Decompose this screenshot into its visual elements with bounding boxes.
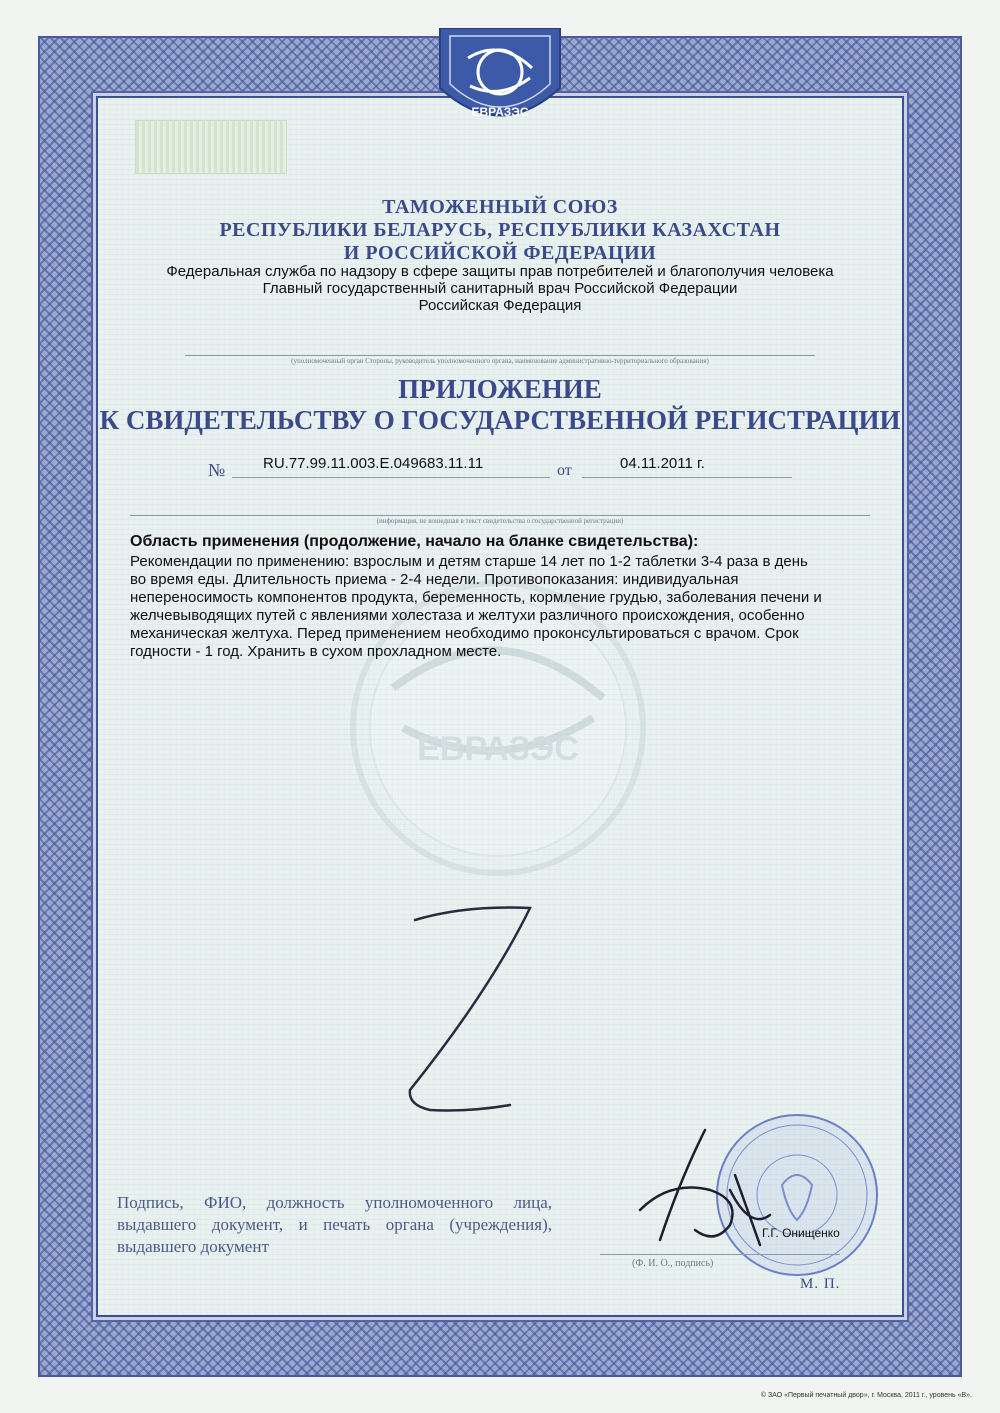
authority-line-3: Российская Федерация: [418, 297, 582, 314]
scope-line: желчевыводящих путей с явлениями холестаза и желтухи различного происхождения, особенно: [130, 607, 805, 624]
number-underline: [232, 477, 550, 478]
signature-underline: [600, 1254, 840, 1255]
hologram-strip: [135, 120, 287, 174]
scope-heading: Область применения (продолжение, начало на бланке свидетельства):: [130, 533, 699, 550]
registration-number-label: №: [208, 460, 226, 480]
authority-line-1: Федеральная служба по надзору в сфере защиты прав потребителей и благополучия человека: [166, 263, 834, 280]
evrazes-emblem-icon: [430, 28, 570, 138]
authority-caption: (уполномоченный орган Стороны, руководитель уполномоченного органа, наименование административно-территориального образования): [291, 357, 709, 365]
watermark-label: ЕВРАЗЭС: [417, 730, 579, 768]
emblem-label: ЕВРАЗЭС: [471, 105, 529, 119]
union-line-2: РЕСПУБЛИКИ БЕЛАРУСЬ, РЕСПУБЛИКИ КАЗАХСТАН: [219, 219, 781, 241]
authority-underline: [185, 355, 815, 356]
scope-line: годности - 1 год. Хранить в сухом прохладном месте.: [130, 643, 502, 660]
handwritten-mark: [370, 900, 540, 1130]
registration-date-label: от: [557, 462, 572, 479]
union-line-3: И РОССИЙСКОЙ ФЕДЕРАЦИИ: [343, 242, 657, 264]
signature-caption: Подпись, ФИО, должность уполномоченного лица, выдавшего документ, и печать органа (учреждения), выдавшего документ: [117, 1193, 552, 1256]
info-caption: (информация, не вошедшая в текст свидетельства о государственной регистрации): [376, 517, 624, 525]
signatory-name: Г.Г. Онищенко: [762, 1226, 840, 1240]
application-scope: [130, 533, 880, 661]
title-line-2: К СВИДЕТЕЛЬСТВУ О ГОСУДАРСТВЕННОЙ РЕГИСТРАЦИИ: [99, 405, 901, 435]
handwritten-signature: [620, 1120, 780, 1270]
scope-line: механическая желтуха. Перед применением необходимо проконсультироваться с врачом. Срок: [130, 625, 799, 642]
union-line-1: ТАМОЖЕННЫЙ СОЮЗ: [382, 196, 618, 218]
registration-date: 04.11.2011 г.: [620, 455, 705, 472]
scope-line: во время еды. Длительность приема - 2-4 недели. Противопоказания: индивидуальная: [130, 571, 739, 588]
printer-footer: © ЗАО «Первый печатный двор», г. Москва, 2011 г., уровень «В».: [760, 1392, 972, 1399]
title-line-1: ПРИЛОЖЕНИЕ: [398, 374, 602, 404]
scope-line: Рекомендации по применению: взрослым и детям старше 14 лет по 1-2 таблетки 3-4 раза в день: [130, 553, 808, 570]
info-underline: [130, 515, 870, 516]
scope-line: непереносимость компонентов продукта, беременность, кормление грудью, заболевания печени и: [130, 589, 822, 606]
date-underline: [582, 477, 792, 478]
seal-label: М. П.: [800, 1276, 841, 1292]
fio-caption: (Ф. И. О., подпись): [632, 1258, 714, 1269]
registration-number: RU.77.99.11.003.Е.049683.11.11: [263, 455, 484, 472]
authority-line-2: Главный государственный санитарный врач Российской Федерации: [262, 280, 738, 297]
